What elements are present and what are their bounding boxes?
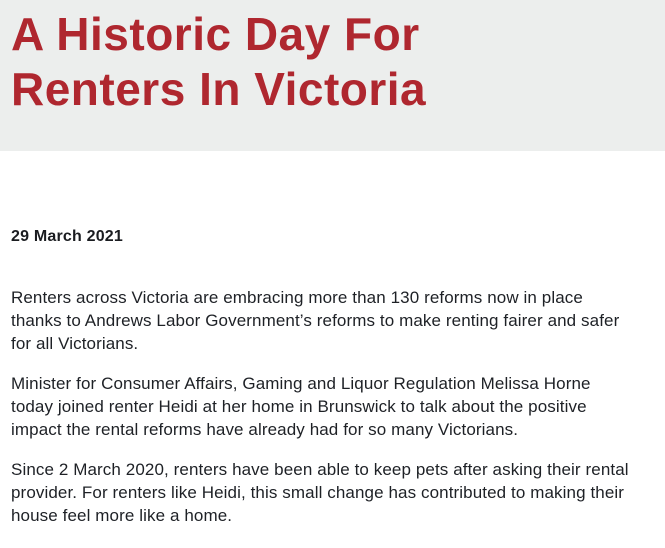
page-title-line-1: A Historic Day For xyxy=(11,8,420,60)
article-paragraph-3: Since 2 March 2020, renters have been able to keep pets after asking their rental provider. For renters like Heidi, this small change has contributed to making their house feel more like a home. xyxy=(11,460,629,525)
article-date: 29 March 2021 xyxy=(11,228,124,245)
article-header xyxy=(0,0,665,151)
article-copy xyxy=(11,286,653,527)
article-paragraph-1: Renters across Victoria are embracing more than 130 reforms now in place thanks to Andrews Labor Government’s reforms to make renting fairer and safer for all Victorians. xyxy=(11,288,620,353)
page-title-line-2: Renters In Victoria xyxy=(11,63,427,115)
article-body xyxy=(0,227,665,527)
page-title xyxy=(11,7,653,117)
article-paragraph-2: Minister for Consumer Affairs, Gaming and Liquor Regulation Melissa Horne today joined renter Heidi at her home in Brunswick to talk about the positive impact the rental reforms have already had for so many Victorians. xyxy=(11,374,591,439)
